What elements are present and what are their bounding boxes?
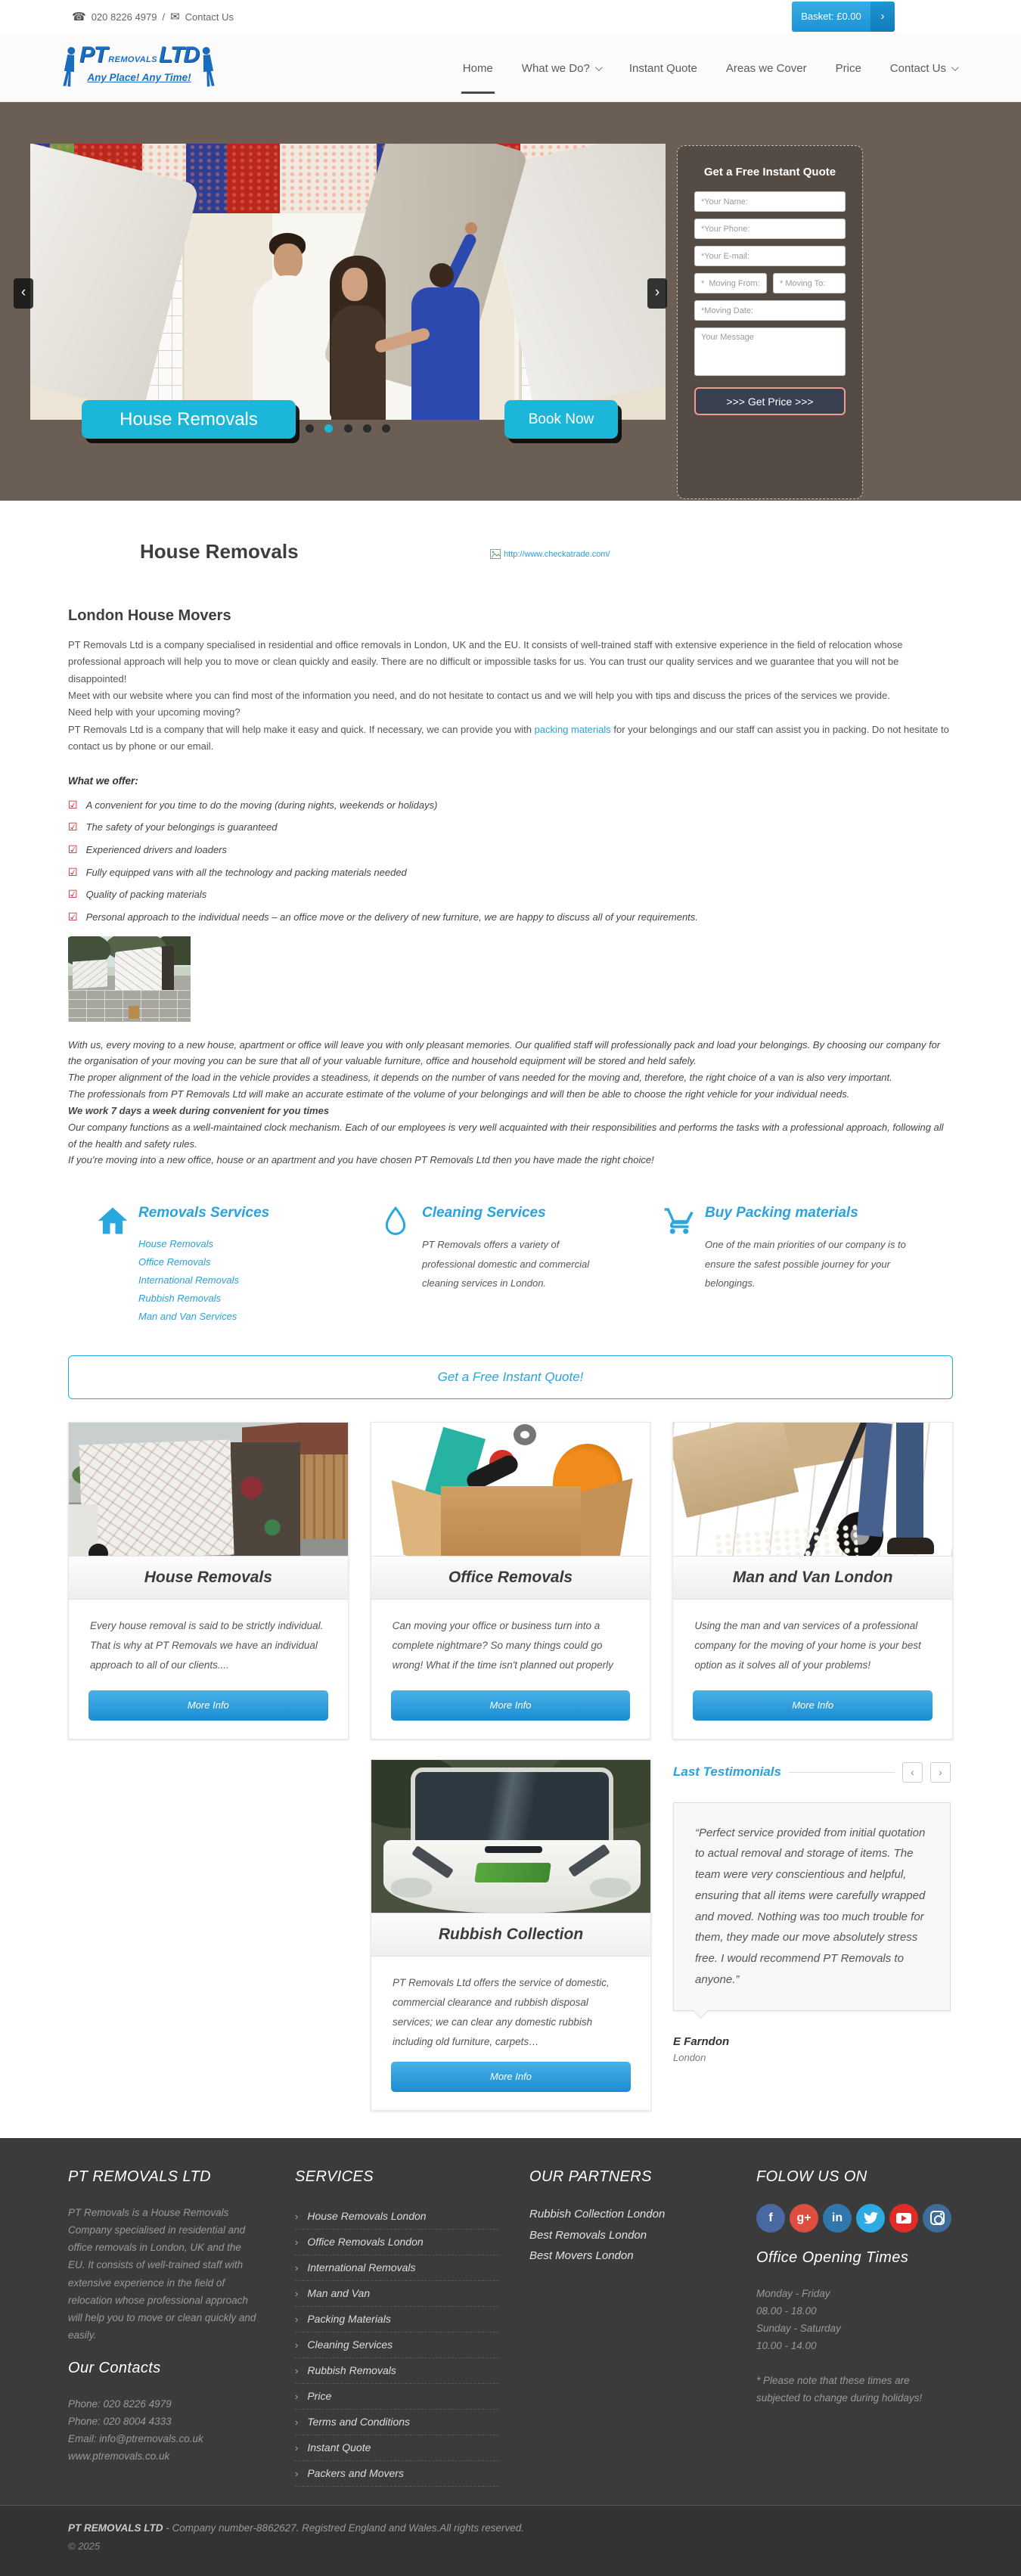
instant-quote-banner[interactable]: Get a Free Instant Quote! bbox=[68, 1355, 953, 1399]
footer-services-title: SERVICES bbox=[295, 2168, 374, 2185]
footer-service-link[interactable]: › Packing Materials bbox=[295, 2307, 499, 2332]
partner-link[interactable]: Best Movers London bbox=[529, 2249, 634, 2263]
card-text: Can moving your office or business turn into a complete nightmare? So many things could go wrong! What if the time isn't planned out properly bbox=[392, 1619, 613, 1671]
intro-text: PT Removals Ltd is a company that will help make it easy and quick. If necessary, we can provide you with bbox=[68, 723, 535, 735]
footer-contact-phone: Phone: 020 8226 4979 bbox=[68, 2398, 172, 2410]
topbar-contact-info bbox=[72, 10, 234, 23]
nav-item-contact-us[interactable]: Contact Us bbox=[890, 62, 957, 75]
more-info-button[interactable]: More Info bbox=[391, 1690, 631, 1721]
footer-website-link[interactable]: www.ptremovals.co.uk bbox=[68, 2450, 170, 2463]
offer-heading: What we offer: bbox=[68, 774, 138, 787]
second-row bbox=[68, 1759, 953, 2111]
carousel-prev-button[interactable]: ‹ bbox=[14, 278, 33, 309]
service-link-man-and-van[interactable]: Man and Van Services bbox=[138, 1311, 237, 1323]
phone-number: 020 8226 4979 bbox=[91, 11, 157, 23]
service-text: PT Removals offers a variety of professional domestic and commercial cleaning services in London. bbox=[422, 1239, 590, 1289]
card-title: House Removals bbox=[69, 1556, 348, 1600]
body-text bbox=[68, 1037, 953, 1169]
linkedin-icon[interactable]: in bbox=[823, 2204, 852, 2233]
chevron-right-icon: › bbox=[295, 2313, 299, 2325]
social-icons bbox=[756, 2204, 953, 2233]
message-textarea[interactable] bbox=[694, 327, 846, 376]
service-link-rubbish-removals[interactable]: Rubbish Removals bbox=[138, 1293, 222, 1305]
nav-item-instant-quote[interactable]: Instant Quote bbox=[628, 61, 697, 75]
logo-pt: PT bbox=[79, 42, 107, 67]
rubbish-van-photo bbox=[371, 1760, 650, 1913]
email-input[interactable] bbox=[694, 246, 846, 266]
testimonials-section bbox=[673, 1759, 951, 2111]
service-title[interactable]: Removals Services bbox=[138, 1205, 270, 1221]
intro-text: for your belongings and our staff can assist you in packing. Do not hesitate to contact us by phone or our email. bbox=[68, 723, 949, 753]
chevron-right-icon: › bbox=[295, 2236, 299, 2248]
card-man-and-van bbox=[672, 1422, 953, 1740]
checkbox-icon: ☑ bbox=[68, 888, 78, 901]
basket-button[interactable] bbox=[792, 2, 895, 32]
service-removals bbox=[68, 1203, 352, 1326]
logo-text bbox=[79, 42, 199, 83]
carousel-dot[interactable] bbox=[344, 424, 352, 433]
more-info-button[interactable]: More Info bbox=[391, 2062, 631, 2092]
footer-about-column bbox=[68, 2158, 261, 2487]
office-removals-photo bbox=[371, 1423, 650, 1556]
footer-service-link[interactable]: › Cleaning Services bbox=[295, 2332, 499, 2358]
shopping-cart-icon bbox=[663, 1203, 695, 1326]
photo-box-shape bbox=[673, 1423, 799, 1518]
footer-contacts-title: Our Contacts bbox=[68, 2359, 161, 2376]
service-title[interactable]: Buy Packing materials bbox=[705, 1205, 858, 1221]
office-hours-line: 10.00 - 14.00 bbox=[756, 2340, 817, 2352]
chevron-down-icon bbox=[595, 64, 603, 71]
checklist-item: ☑ Personal approach to the individual needs – an office move or the delivery of new furniture, we are happy to discuss all of your requirements. bbox=[68, 910, 698, 923]
footer-service-link[interactable]: › Man and Van bbox=[295, 2281, 499, 2307]
carousel-next-button[interactable]: › bbox=[647, 278, 667, 309]
card-text: Using the man and van services of a professional company for the moving of your home is your best option as it solves all of your problems! bbox=[694, 1619, 921, 1671]
house-icon bbox=[97, 1203, 129, 1326]
service-link-international-removals[interactable]: International Removals bbox=[138, 1274, 239, 1286]
checklist-item: ☑ Experienced drivers and loaders bbox=[68, 843, 227, 855]
photo-mover-figure bbox=[465, 222, 477, 234]
testimonials-title: Last Testimonials bbox=[673, 1764, 781, 1779]
office-hours-line: Sunday - Saturday bbox=[756, 2323, 841, 2335]
man-and-van-photo bbox=[673, 1423, 952, 1556]
footer-partners-column bbox=[529, 2158, 703, 2487]
checkbox-icon: ☑ bbox=[68, 910, 78, 923]
card-text: Every house removal is said to be strictly individual. That is why at PT Removals we have an individual approach to all of our clients.... bbox=[90, 1619, 324, 1671]
footer-service-link[interactable]: › Terms and Conditions bbox=[295, 2410, 499, 2435]
logo-tagline: Any Place! Any Time! bbox=[87, 72, 191, 83]
photo-man-figure bbox=[253, 275, 324, 420]
checkatrade-link[interactable]: http://www.checkatrade.com/ bbox=[490, 549, 610, 559]
body-paragraph: The proper alignment of the load in the vehicle provides a steadiness, it depends on the number of vans needed for the moving and, therefore, the right choice of a van is also very important. bbox=[68, 1072, 892, 1084]
testimonial-author: E Farndon bbox=[673, 2034, 730, 2048]
slide-title-button[interactable]: House Removals bbox=[82, 400, 296, 439]
moving-date-input[interactable] bbox=[694, 300, 846, 321]
photo-grille-shape bbox=[485, 1846, 542, 1853]
removal-vans-photo bbox=[68, 936, 191, 1022]
card-house-removals bbox=[68, 1422, 349, 1740]
body-paragraph: Our company functions as a well-maintained clock mechanism. Each of our employees is very well acquainted with their responsibilities and performs the tasks with a professional approach, following all of the health and safety rules. bbox=[68, 1121, 944, 1150]
envelope-icon: ✉ bbox=[170, 11, 180, 23]
footer-partners-title: OUR PARTNERS bbox=[529, 2168, 652, 2185]
mover-figure-icon bbox=[59, 43, 80, 92]
broken-image-icon bbox=[490, 549, 501, 559]
service-link-office-removals[interactable]: Office Removals bbox=[138, 1256, 211, 1268]
hero-carousel-image bbox=[30, 144, 666, 420]
footer-service-link[interactable]: › Packers and Movers bbox=[295, 2461, 499, 2487]
photo-person-legs-shape bbox=[896, 1423, 923, 1542]
carousel-dot[interactable] bbox=[382, 424, 390, 433]
service-links bbox=[138, 1235, 269, 1326]
nav-item-home[interactable]: Home bbox=[462, 61, 493, 75]
testimonial-next-button[interactable]: › bbox=[930, 1762, 951, 1783]
footer-services-column bbox=[295, 2158, 499, 2487]
footer-service-link[interactable]: › Price bbox=[295, 2384, 499, 2410]
moving-from-input[interactable] bbox=[694, 273, 767, 293]
instagram-icon[interactable] bbox=[923, 2204, 951, 2233]
facebook-icon[interactable]: f bbox=[756, 2204, 785, 2233]
name-input[interactable] bbox=[694, 191, 846, 212]
copyright: © 2025 bbox=[68, 2540, 101, 2552]
card-text: PT Removals Ltd offers the service of domestic, commercial clearance and rubbish disposal services; we can clear any domestic rubbish including old furniture, carpets… bbox=[393, 1976, 610, 2048]
nav-item-price[interactable]: Price bbox=[835, 61, 861, 75]
topbar bbox=[0, 0, 1021, 34]
office-hours-line: 08.00 - 18.00 bbox=[756, 2304, 817, 2317]
photo-woman-figure bbox=[331, 306, 386, 420]
service-title[interactable]: Cleaning Services bbox=[422, 1205, 546, 1221]
testimonial-prev-button[interactable]: ‹ bbox=[902, 1762, 923, 1783]
moving-to-input[interactable] bbox=[773, 273, 846, 293]
body-paragraph: The professionals from PT Removals Ltd will make an accurate estimate of the volume of your belongings and will then be able to choose the right vehicle for your individual needs. bbox=[68, 1088, 850, 1100]
photo-fence-shape bbox=[296, 1454, 348, 1539]
service-cleaning bbox=[352, 1203, 635, 1326]
basket-label: Basket: £0.00 bbox=[792, 2, 870, 32]
checklist-item: ☑ Quality of packing materials bbox=[68, 888, 207, 901]
photo-box-shape bbox=[129, 1006, 139, 1019]
chevron-right-icon: › bbox=[295, 2467, 299, 2479]
services-row bbox=[68, 1203, 953, 1326]
chevron-right-icon: › bbox=[295, 2364, 299, 2376]
photo-mover-figure bbox=[411, 287, 479, 420]
chevron-right-icon: › bbox=[295, 2210, 299, 2222]
footer-contact-phone: Phone: 020 8004 4333 bbox=[68, 2415, 172, 2427]
testimonial-location: London bbox=[673, 2051, 706, 2063]
partner-link[interactable]: Rubbish Collection London bbox=[529, 2207, 666, 2221]
carousel-dot-active[interactable] bbox=[324, 424, 333, 433]
card-rubbish-collection bbox=[371, 1759, 651, 2111]
footer-contact-email[interactable]: Email: info@ptremovals.co.uk bbox=[68, 2432, 203, 2444]
footer-service-link[interactable]: › Office Removals London bbox=[295, 2230, 499, 2255]
card-title: Office Removals bbox=[371, 1556, 650, 1600]
photo-headlight-shape bbox=[590, 1878, 631, 1898]
chevron-right-icon: › bbox=[295, 2287, 299, 2299]
water-drop-icon bbox=[380, 1203, 412, 1326]
card-office-removals bbox=[371, 1422, 651, 1740]
spacer bbox=[68, 1759, 371, 2111]
divider-line bbox=[789, 1772, 895, 1773]
chevron-right-icon: › bbox=[870, 2, 895, 32]
service-packing bbox=[635, 1203, 953, 1326]
body-paragraph: With us, every moving to a new house, apartment or office will leave you with only pleasant memories. Our qualified staff will professionally pack and load your belongings. By choosing our company for the organisation of your moving you can be sure that all of your valuable furniture, office and household equipment will be stored and held safely. bbox=[68, 1038, 941, 1067]
offer-checklist bbox=[68, 797, 953, 926]
instagram-camera-glyph bbox=[930, 2211, 945, 2225]
card-title: Man and Van London bbox=[673, 1556, 952, 1600]
section-subtitle: London House Movers bbox=[68, 607, 231, 624]
chevron-right-icon: › bbox=[295, 2390, 299, 2402]
chevron-down-icon bbox=[951, 64, 959, 71]
footer-service-link[interactable]: › House Removals London bbox=[295, 2204, 499, 2230]
phone-icon: ☎ bbox=[72, 11, 86, 23]
photo-logo-shape bbox=[474, 1863, 551, 1882]
contact-us-link[interactable]: Contact Us bbox=[185, 11, 234, 23]
intro-paragraph: Meet with our website where you can find most of the information you need, and do not hesitate to contact us and we will help you with tips and discuss the prices of the services we provide. bbox=[68, 690, 890, 702]
topbar-separator: / bbox=[162, 11, 166, 23]
quote-form-title: Get a Free Instant Quote bbox=[703, 166, 836, 178]
partner-link[interactable]: Best Removals London bbox=[529, 2228, 647, 2242]
bottom-bar bbox=[0, 2505, 1021, 2576]
card-title: Rubbish Collection bbox=[371, 1913, 650, 1957]
footer-follow-title: FOLOW US ON bbox=[756, 2168, 867, 2185]
carousel-dot[interactable] bbox=[363, 424, 371, 433]
chevron-right-icon: › bbox=[295, 2441, 299, 2453]
logo-removals: REMOVALS bbox=[108, 55, 157, 64]
photo-packing-peanuts-shape bbox=[713, 1523, 859, 1556]
checkbox-icon: ☑ bbox=[68, 821, 78, 833]
photo-shoe-shape bbox=[887, 1538, 934, 1554]
footer-about-title: PT REMOVALS LTD bbox=[68, 2168, 212, 2185]
mover-figure-icon bbox=[197, 43, 219, 92]
youtube-icon[interactable] bbox=[889, 2204, 918, 2233]
footer-service-link[interactable]: › Instant Quote bbox=[295, 2435, 499, 2461]
chevron-right-icon: › bbox=[295, 2416, 299, 2428]
office-hours-title: Office Opening Times bbox=[756, 2249, 909, 2266]
house-removals-photo bbox=[69, 1423, 348, 1556]
photo-mover-figure bbox=[430, 263, 454, 287]
intro-paragraph: Need help with your upcoming moving? bbox=[68, 706, 241, 718]
more-info-button[interactable]: More Info bbox=[88, 1690, 328, 1721]
service-text: One of the main priorities of our company is to ensure the safest possible journey for your belongings. bbox=[705, 1239, 906, 1289]
photo-van-interior-shape bbox=[231, 1442, 300, 1556]
header bbox=[0, 34, 1021, 102]
checkbox-icon: ☑ bbox=[68, 843, 78, 855]
page-title: House Removals bbox=[140, 540, 299, 563]
footer-about-text: PT Removals is a House Removals Company specialised in residential and office removals in London, UK and the EU. It consists of well-trained staff with extensive experience in the field of relocation whose professional approach will help you to move or clean quickly and easily. bbox=[68, 2206, 256, 2342]
book-now-button[interactable]: Book Now bbox=[504, 400, 618, 439]
youtube-play-badge bbox=[896, 2213, 911, 2224]
legal-text: - Company number-8862627. Registred England and Wales.All rights reserved. bbox=[163, 2522, 525, 2534]
more-info-button[interactable]: More Info bbox=[693, 1690, 933, 1721]
page-head bbox=[68, 501, 953, 563]
service-link-house-removals[interactable]: House Removals bbox=[138, 1238, 213, 1250]
intro-paragraph: PT Removals Ltd is a company specialised in residential and office removals in London, UK and the EU. It consists of well-trained staff with extensive experience in the field of relocation whose professional approach will help you to move or clean quickly and easily. There are no difficult or impossible tasks for us. You can trust our quality services and we guarantee that you will not be disappointed! bbox=[68, 639, 903, 684]
chevron-right-icon: › bbox=[295, 2339, 299, 2351]
main-nav bbox=[463, 34, 957, 102]
photo-windshield-shape bbox=[411, 1768, 613, 1843]
photo-tape-roll-shape bbox=[514, 1424, 536, 1445]
footer bbox=[0, 2138, 1021, 2505]
checkbox-icon: ☑ bbox=[68, 865, 78, 878]
hero-section bbox=[0, 102, 1021, 501]
get-price-button[interactable]: >>> Get Price >>> bbox=[694, 387, 846, 415]
footer-services-list bbox=[295, 2204, 499, 2487]
legal-line bbox=[68, 2522, 953, 2534]
photo-man-figure bbox=[274, 244, 303, 278]
office-hours-note: * Please note that these times are subjected to change during holidays! bbox=[756, 2374, 923, 2404]
footer-service-link[interactable]: › International Removals bbox=[295, 2255, 499, 2281]
packing-materials-link[interactable]: packing materials bbox=[534, 723, 611, 735]
logo-ltd: LTD bbox=[159, 42, 200, 67]
body-paragraph: If you’re moving into a new office, house or an apartment and you have chosen PT Removals Ltd then you have made the right choice! bbox=[68, 1154, 654, 1166]
google-plus-icon[interactable]: g+ bbox=[790, 2204, 818, 2233]
carousel-dots bbox=[30, 423, 666, 436]
company-name: PT REMOVALS LTD bbox=[68, 2522, 163, 2534]
intro-paragraph bbox=[68, 722, 953, 756]
photo-box-shape bbox=[441, 1486, 581, 1556]
main-content bbox=[0, 501, 1021, 2111]
twitter-icon[interactable] bbox=[856, 2204, 885, 2233]
checkbox-icon: ☑ bbox=[68, 798, 78, 811]
nav-item-areas-we-cover[interactable]: Areas we Cover bbox=[725, 61, 807, 75]
carousel-dot[interactable] bbox=[306, 424, 314, 433]
photo-woman-figure bbox=[342, 268, 368, 301]
logo[interactable] bbox=[64, 39, 212, 97]
photo-van-shape bbox=[79, 1439, 234, 1555]
body-paragraph-bold: We work 7 days a week during convenient for you times bbox=[68, 1104, 330, 1116]
photo-van-shape bbox=[73, 959, 107, 989]
checklist-item: ☑ The safety of your belongings is guaranteed bbox=[68, 821, 278, 833]
instant-quote-form bbox=[677, 145, 863, 499]
photo-headlight-shape bbox=[391, 1878, 432, 1898]
office-hours-line: Monday - Friday bbox=[756, 2287, 830, 2299]
nav-item-what-we-do[interactable]: What we Do? bbox=[522, 62, 600, 75]
service-cards-row bbox=[68, 1422, 953, 1740]
testimonial-quote: “Perfect service provided from initial quotation to actual removal and storage of items. The team were very conscientious and helpful, ensuring that all items were carefully wrapped and moved. Nothing was too much trouble for them, they made our move absolutely stress free. I would recommend PT Removals to anyone.” bbox=[673, 1802, 951, 2011]
checklist-item: ☑ A convenient for you time to do the moving (during nights, weekends or holidays) bbox=[68, 798, 438, 811]
checklist-item: ☑ Fully equipped vans with all the technology and packing materials needed bbox=[68, 865, 407, 878]
footer-follow-column bbox=[756, 2158, 953, 2487]
chevron-right-icon: › bbox=[295, 2261, 299, 2273]
footer-service-link[interactable]: › Rubbish Removals bbox=[295, 2358, 499, 2384]
phone-input[interactable] bbox=[694, 219, 846, 239]
